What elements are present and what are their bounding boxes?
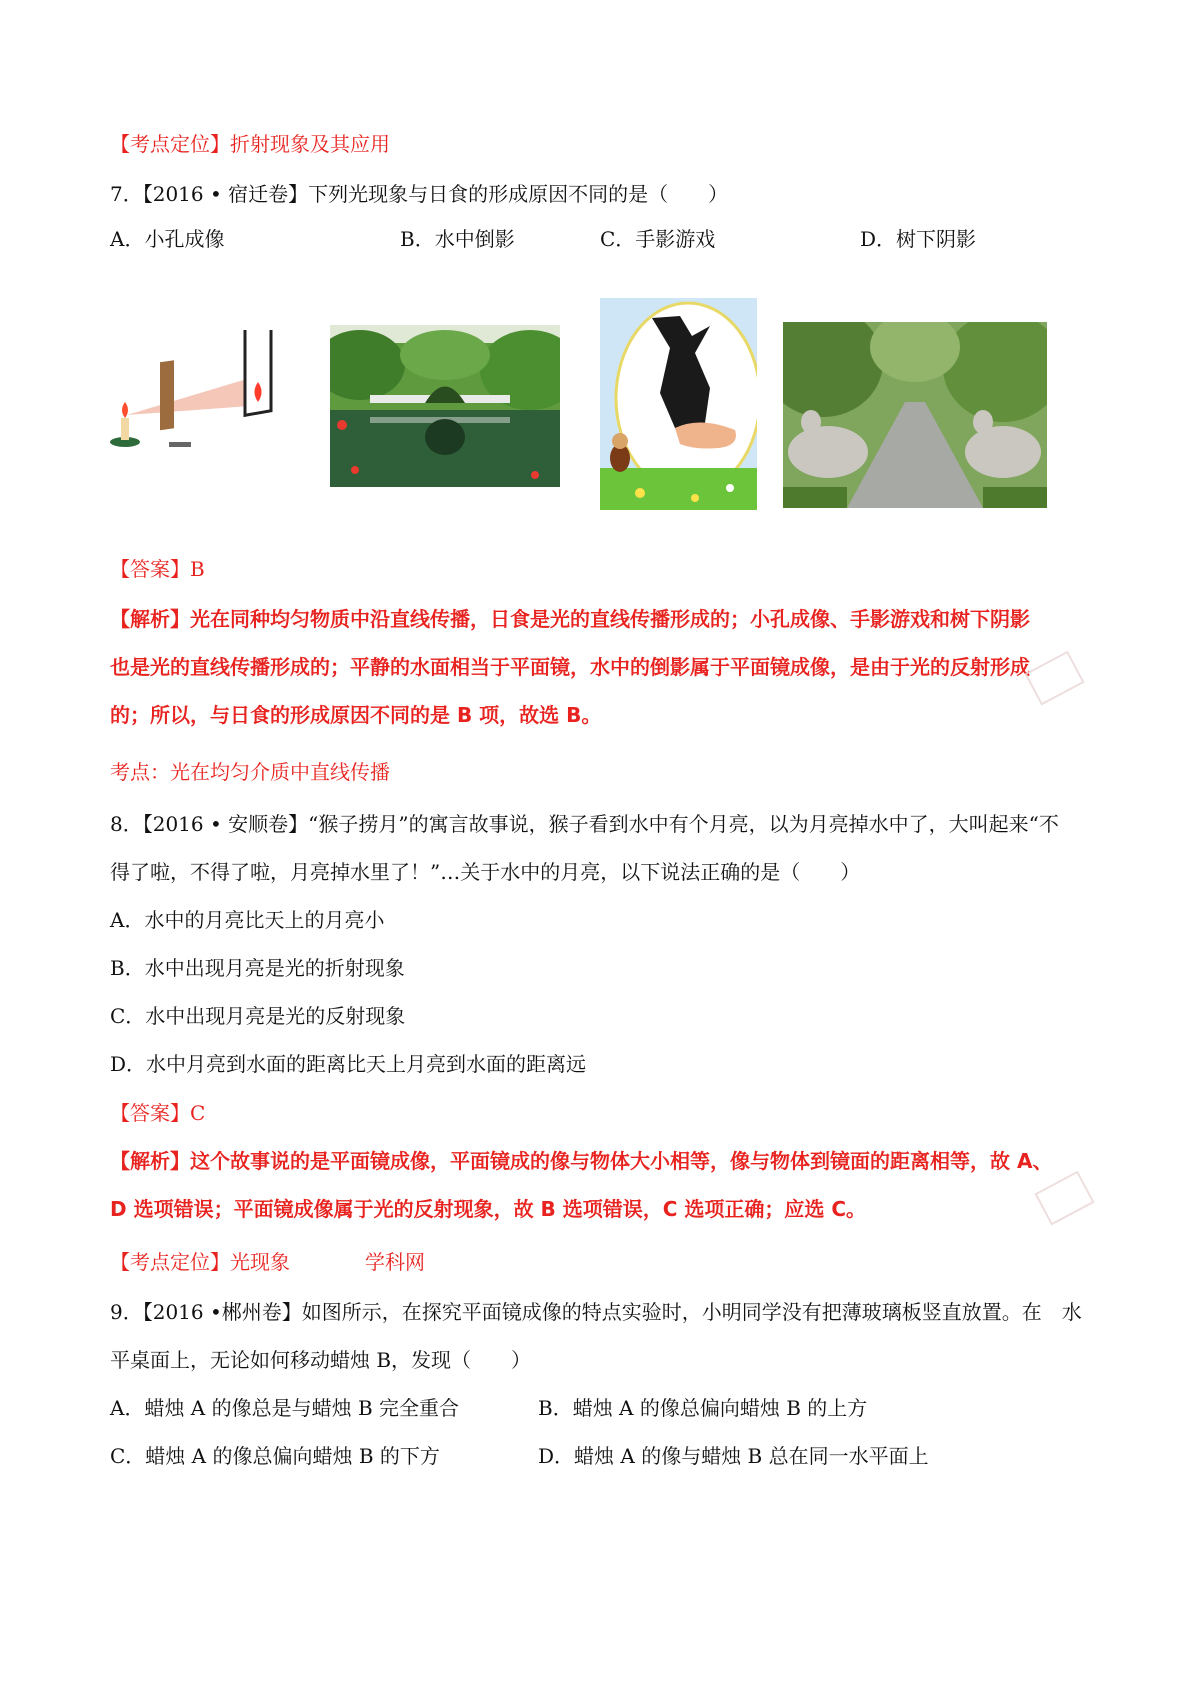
q9-option-d: D．蜡烛 A 的像与蜡烛 B 总在同一水平面上 <box>538 1444 929 1468</box>
pinhole-camera-diagram <box>105 330 295 450</box>
q8-answer-label: 【答案】 <box>110 1101 190 1125</box>
q9-number: 9． <box>110 1300 143 1324</box>
q7-analysis-line-1 <box>110 605 1030 633</box>
q9-stem-text-1: 如图所示，在探究平面镜成像的特点实验时，小明同学没有把薄玻璃板竖直放置。在 水 <box>301 1300 1082 1324</box>
q9-option-c: C．蜡烛 A 的像总偏向蜡烛 B 的下方 <box>110 1444 440 1468</box>
q9-stem-line-2: 平桌面上，无论如何移动蜡烛 B，发现（ ） <box>110 1348 532 1372</box>
q8-answer: C <box>190 1101 206 1125</box>
tree-shadow-path-photo <box>783 322 1047 508</box>
q8-option-b: B．水中出现月亮是光的折射现象 <box>110 956 405 980</box>
q8-option-a: A．水中的月亮比天上的月亮小 <box>110 908 385 932</box>
q8-answer-line <box>110 1099 205 1127</box>
hand-shadow-photo <box>600 298 757 510</box>
q8-analysis-line-1 <box>110 1147 1052 1175</box>
q7-analysis-text-1: 光在同种均匀物质中沿直线传播，日食是光的直线传播形成的；小孔成像、手影游戏和树下阴影 <box>190 607 1030 631</box>
q7-point-text: 考点：光在均匀介质中直线传播 <box>110 760 390 784</box>
q8-site-text: 学科网 <box>365 1250 425 1274</box>
q8-analysis-label: 【解析】 <box>110 1149 190 1173</box>
q7-analysis-line-3: 的；所以，与日食的形成原因不同的是 B 项，故选 B。 <box>110 703 602 727</box>
q7-stem-text: 下列光现象与日食的形成原因不同的是（ ） <box>308 182 729 206</box>
q8-option-c: C．水中出现月亮是光的反射现象 <box>110 1004 406 1028</box>
q7-stem <box>110 180 728 208</box>
q9-source: 【2016 •郴州卷】 <box>142 1300 302 1324</box>
q8-stem-text-1: “猴子捞月”的寓言故事说，猴子看到水中有个月亮，以为月亮掉水中了，大叫起来“不 <box>308 812 1059 836</box>
q8-point-text: 光现象 <box>230 1250 290 1274</box>
q8-analysis-line-2: D 选项错误；平面镜成像属于光的反射现象，故 B 选项错误，C 选项正确；应选 C。 <box>110 1197 867 1221</box>
q7-analysis-label: 【解析】 <box>110 607 190 631</box>
bridge-reflection-photo <box>330 325 560 487</box>
q9-stem-line-1 <box>110 1298 1082 1326</box>
q6-point-text: 折射现象及其应用 <box>230 132 390 156</box>
q7-answer-label: 【答案】 <box>110 557 190 581</box>
watermark-stamp <box>1024 651 1085 706</box>
q8-point-line <box>110 1248 290 1276</box>
q7-answer: B <box>190 557 205 581</box>
q7-option-c: C．手影游戏 <box>600 227 716 251</box>
q7-source: 【2016 • 宿迁卷】 <box>142 182 309 206</box>
q7-analysis-line-2: 也是光的直线传播形成的；平静的水面相当于平面镜，水中的倒影属于平面镜成像，是由于光的反射形成 <box>110 655 1030 679</box>
q9-option-b: B．蜡烛 A 的像总偏向蜡烛 B 的上方 <box>538 1396 868 1420</box>
q7-option-b: B．水中倒影 <box>400 227 515 251</box>
q8-source: 【2016 • 安顺卷】 <box>142 812 309 836</box>
q6-point-line <box>110 130 390 158</box>
watermark-stamp <box>1034 1171 1095 1226</box>
q8-analysis-text-1: 这个故事说的是平面镜成像，平面镜成的像与物体大小相等，像与物体到镜面的距离相等，故 A、 <box>190 1149 1053 1173</box>
q7-number: 7． <box>110 182 143 206</box>
q7-answer-line <box>110 555 205 583</box>
q7-option-d: D．树下阴影 <box>860 227 977 251</box>
q8-stem-line-2: 得了啦，不得了啦，月亮掉水里了！”…关于水中的月亮，以下说法正确的是（ ） <box>110 860 861 884</box>
q8-option-d: D．水中月亮到水面的距离比天上月亮到水面的距离远 <box>110 1052 587 1076</box>
q7-option-a: A．小孔成像 <box>110 227 225 251</box>
q8-number: 8． <box>110 812 143 836</box>
q8-point-label: 【考点定位】 <box>110 1250 230 1274</box>
q8-stem-line-1 <box>110 810 1059 838</box>
q6-point-label: 【考点定位】 <box>110 132 230 156</box>
q9-option-a: A．蜡烛 A 的像总是与蜡烛 B 完全重合 <box>110 1396 460 1420</box>
